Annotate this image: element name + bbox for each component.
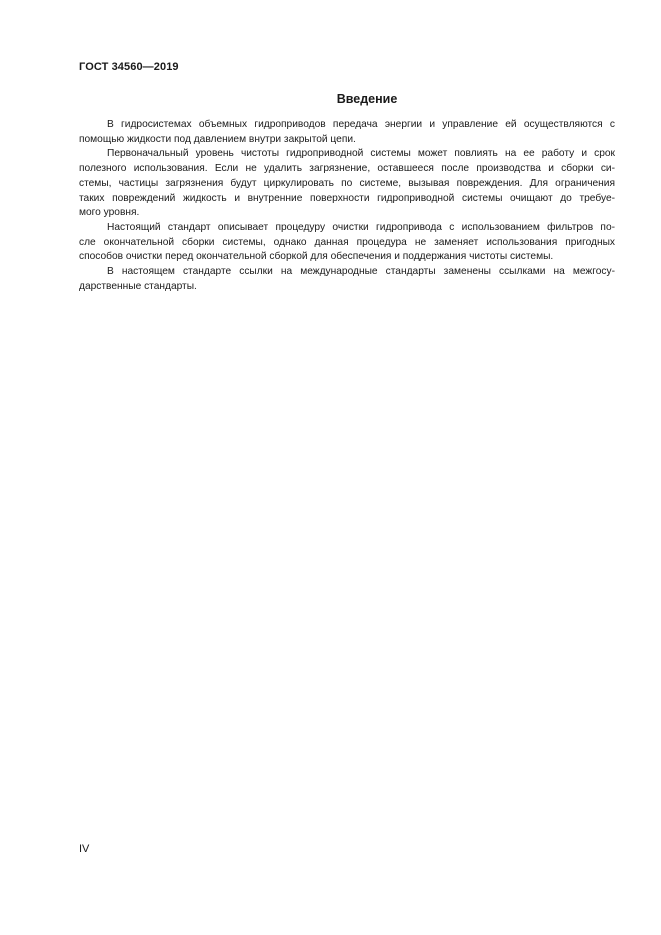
text-line: способов очистки перед окончательной сборкой для обеспечения и поддержания чистоты системы.	[79, 251, 554, 263]
text-line: сле окончательной сборки системы, однако данная процедура не заменяет использования пригодных	[79, 236, 615, 248]
text-line: полезного использования. Если не удалить загрязнение, оставшееся после производства и сборки си-	[79, 163, 615, 175]
text-line: дарственные стандарты.	[79, 280, 197, 292]
paragraph	[79, 265, 615, 294]
text-line: таких повреждений жидкость и внутренние поверхности гидроприводной системы очищают до требуе-	[79, 192, 615, 204]
text-line: стемы, частицы загрязнения будут циркулировать по системе, вызывая повреждения. Для ограничения	[79, 177, 615, 189]
text-line: Настоящий стандарт описывает процедуру очистки гидропривода с использованием фильтров по-	[107, 221, 615, 233]
paragraph	[79, 118, 615, 147]
text-line: Первоначальный уровень чистоты гидроприводной системы может повлиять на ее работу и срок	[107, 148, 615, 160]
document-header: ГОСТ 34560—2019	[79, 61, 179, 73]
text-line: мого уровня.	[79, 207, 140, 219]
page-number: IV	[79, 843, 90, 855]
text-line: В гидросистемах объемных гидроприводов передача энергии и управление ей осуществляются с	[107, 119, 615, 130]
section-title: Введение	[336, 92, 398, 106]
text-line: помощью жидкости под давлением внутри закрытой цепи.	[79, 133, 356, 145]
document-body	[79, 118, 615, 294]
text-line: В настоящем стандарте ссылки на международные стандарты заменены ссылками на межгосу-	[107, 266, 615, 278]
paragraph	[79, 147, 615, 221]
paragraph	[79, 221, 615, 265]
